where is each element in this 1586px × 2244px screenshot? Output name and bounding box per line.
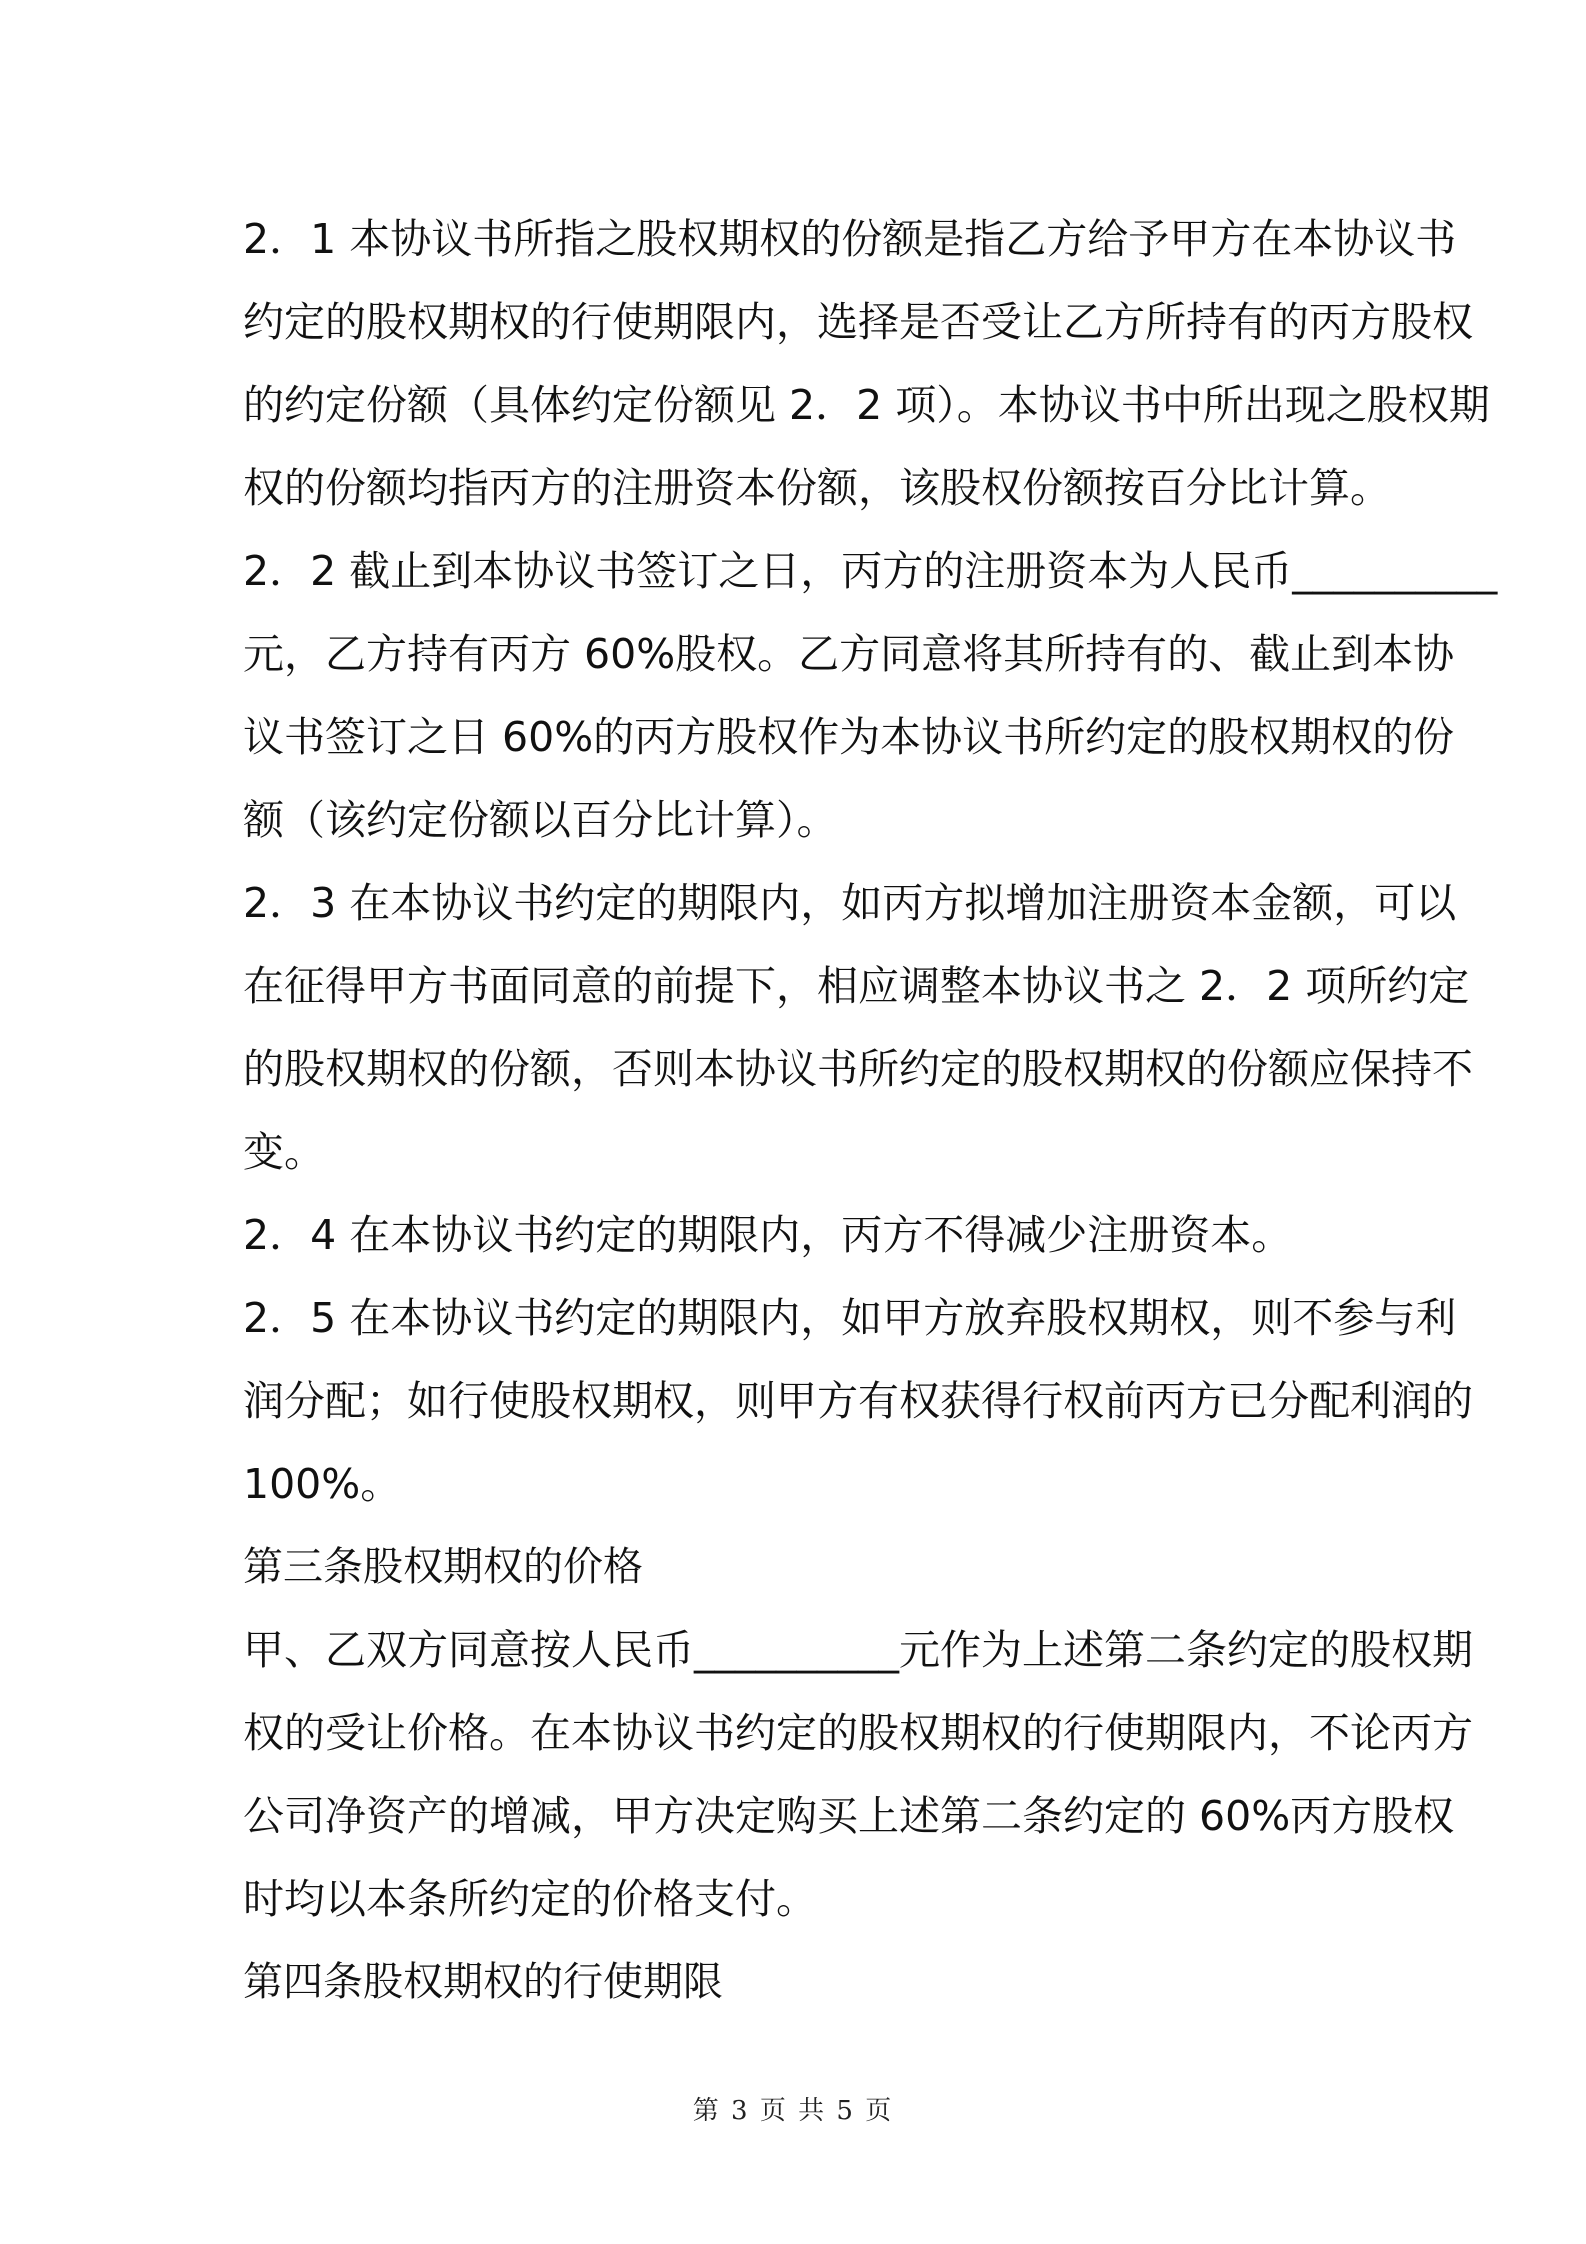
- paragraph-2-1-line-1: 2．1 本协议书所指之股权期权的份额是指乙方给予甲方在本协议书: [243, 215, 1457, 263]
- paragraph-2-1-line-2: 约定的股权期权的行使期限内，选择是否受让乙方所持有的丙方股权: [243, 298, 1473, 346]
- paragraph-2-2-line-2: 元，乙方持有丙方 60%股权。乙方同意将其所持有的、截止到本协: [243, 630, 1455, 678]
- article-3-line-2: 权的受让价格。在本协议书约定的股权期权的行使期限内，不论丙方: [243, 1709, 1473, 1757]
- article-4-heading: 第四条股权期权的行使期限: [243, 1959, 723, 2005]
- paragraph-2-5-line-3: 100%。: [243, 1460, 402, 1508]
- paragraph-2-3-line-2: 在征得甲方书面同意的前提下，相应调整本协议书之 2．2 项所约定: [243, 962, 1470, 1010]
- article-3-line-3: 公司净资产的增减，甲方决定购买上述第二条约定的 60%丙方股权: [243, 1792, 1455, 1840]
- document-body: [243, 198, 1498, 2024]
- paragraph-2-1-line-4: 权的份额均指丙方的注册资本份额，该股权份额按百分比计算。: [243, 464, 1391, 512]
- paragraph-2-1-line-3: 的约定份额（具体约定份额见 2．2 项）。本协议书中所出现之股权期: [243, 381, 1490, 429]
- article-3-line-4: 时均以本条所约定的价格支付。: [243, 1875, 817, 1923]
- paragraph-2-3-line-1: 2．3 在本协议书约定的期限内，如丙方拟增加注册资本金额，可以: [243, 879, 1457, 927]
- paragraph-2-5-line-1: 2．5 在本协议书约定的期限内，如甲方放弃股权期权，则不参与利: [243, 1294, 1457, 1342]
- paragraph-2-4-line-1: 2．4 在本协议书约定的期限内，丙方不得减少注册资本。: [243, 1211, 1293, 1259]
- paragraph-2-5-line-2: 润分配；如行使股权期权，则甲方有权获得行权前丙方已分配利润的: [243, 1377, 1473, 1425]
- paragraph-2-3-line-4: 变。: [243, 1128, 325, 1176]
- article-3-heading: 第三条股权期权的价格: [243, 1544, 643, 1590]
- article-3-line-1: 甲、乙双方同意按人民币__________元作为上述第二条约定的股权期: [243, 1626, 1473, 1674]
- paragraph-2-2-line-3: 议书签订之日 60%的丙方股权作为本协议书所约定的股权期权的份: [243, 713, 1455, 761]
- paragraph-2-2-line-1: 2．2 截止到本协议书签订之日，丙方的注册资本为人民币__________: [243, 547, 1498, 595]
- paragraph-2-3-line-3: 的股权期权的份额，否则本协议书所约定的股权期权的份额应保持不: [243, 1045, 1473, 1093]
- page-number-footer: 第 3 页 共 5 页: [692, 2096, 894, 2126]
- paragraph-2-2-line-4: 额（该约定份额以百分比计算）。: [243, 796, 838, 844]
